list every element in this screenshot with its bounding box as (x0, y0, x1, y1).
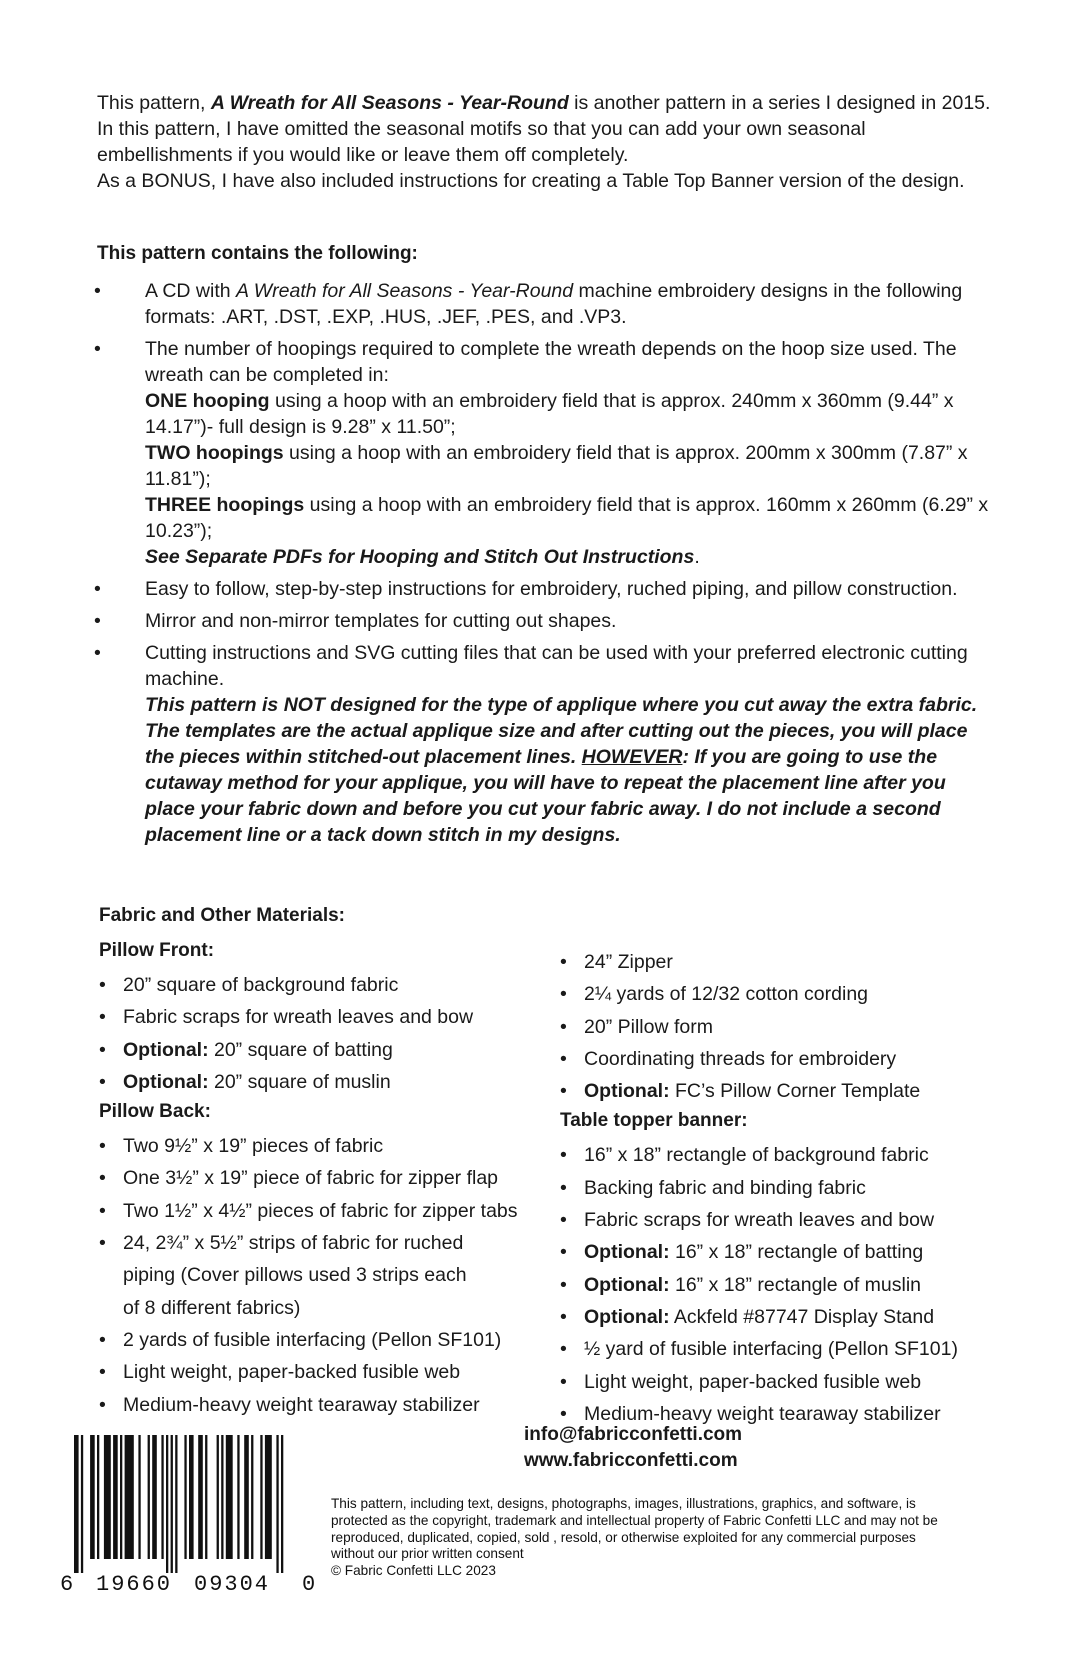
item-text: ½ yard of fusible interfacing (Pellon SF101) (584, 1338, 958, 1361)
optional-label: Optional: (584, 1305, 670, 1328)
list-item (560, 1011, 1030, 1043)
applique-note-rest: : If you are going to use the cutaway method for your applique, you will have to repeat the placement line after you place your fabric down and before you cut your fabric away. I do not include a second placement line or a tack down stitch in my designs. (145, 746, 946, 846)
barcode-bar (90, 1435, 95, 1559)
list-item (560, 946, 1030, 978)
optional-label: Optional: (584, 1241, 670, 1264)
copyright-line: © Fabric Confetti LLC 2023 (331, 1563, 496, 1579)
intro-text-start: This pattern, (97, 92, 211, 114)
list-item (560, 1333, 1030, 1365)
contains-heading: This pattern contains the following: (97, 243, 418, 264)
intro-text-rest: is another pattern in a series I designed in 2015. In this pattern, I have omitted the seasonal motifs so that you can add your own seasonal embellishments if you would like or leave them off completely. (97, 92, 991, 166)
barcode (60, 1435, 315, 1595)
bullet-icon: • (94, 578, 101, 600)
contents-item-hoopings (90, 336, 995, 570)
barcode-bar (81, 1435, 83, 1573)
hooping-two-label: TWO hoopings (145, 442, 284, 464)
contact-info (524, 1422, 742, 1474)
bullet-icon: • (560, 1080, 567, 1103)
bullet-icon: • (560, 1176, 567, 1199)
barcode-bar (125, 1435, 134, 1559)
hooping-three (145, 492, 995, 544)
barcode-bar (74, 1435, 79, 1573)
hooping-three-label: THREE hoopings (145, 494, 305, 516)
applique-note-however: HOWEVER (581, 746, 683, 768)
item-text: 20” square of batting (208, 1038, 393, 1061)
intro-bonus: As a BONUS, I have also included instructions for creating a Table Top Banner version of the design. (97, 170, 965, 192)
item-text: Fabric scraps for wreath leaves and bow (123, 1006, 474, 1029)
bullet-icon: • (560, 1338, 567, 1361)
barcode-bar (166, 1435, 168, 1573)
barcode-bar (104, 1435, 111, 1559)
list-item (99, 1356, 559, 1388)
item-text: Two 1½” x 4½” pieces of fabric for zipper tabs (123, 1199, 518, 1222)
contents-item-templates (90, 608, 995, 634)
barcode-group-left: 19660 (96, 1572, 173, 1597)
item-text: Light weight, paper-backed fusible web (584, 1370, 922, 1393)
hooping-one (145, 388, 995, 440)
bullet-icon: • (560, 983, 567, 1006)
list-item (560, 1366, 1030, 1398)
item-text: Two 9½” x 19” pieces of fabric (123, 1135, 384, 1158)
bullet-icon: • (99, 1199, 106, 1222)
cd-pattern-title: A Wreath for All Seasons - Year-Round (236, 280, 574, 302)
item-text: 16” x 18” rectangle of muslin (669, 1273, 922, 1296)
barcode-bar (281, 1435, 283, 1573)
barcode-digit-first: 6 (60, 1572, 74, 1597)
bullet-icon: • (99, 1070, 106, 1093)
item-text: 16” x 18” rectangle of batting (669, 1241, 924, 1264)
list-item (560, 978, 1030, 1010)
barcode-bar (251, 1435, 253, 1559)
list-item (99, 1227, 483, 1324)
list-item (560, 1236, 1030, 1268)
intro-section (97, 90, 997, 194)
item-text: Backing fabric and binding fabric (584, 1176, 866, 1199)
list-item (99, 1130, 559, 1162)
bullet-icon: • (99, 1232, 106, 1255)
list-item (560, 1043, 1030, 1075)
barcode-bar (113, 1435, 118, 1559)
barcode-bar (148, 1435, 150, 1559)
bullet-icon: • (99, 1135, 106, 1158)
bullet-icon: • (99, 1393, 106, 1416)
bullet-icon: • (560, 1209, 567, 1232)
item-text: 20” Pillow form (584, 1015, 713, 1038)
item-text: Medium-heavy weight tearaway stabilizer (123, 1393, 480, 1416)
item-text: Medium-heavy weight tearaway stabilizer (584, 1402, 941, 1425)
hooping-see-pdfs (145, 544, 995, 570)
bullet-icon: • (99, 1006, 106, 1029)
bullet-icon: • (560, 951, 567, 973)
list-item (560, 1269, 1030, 1301)
hooping-one-label: ONE hooping (145, 390, 270, 412)
materials-right-column (560, 946, 1030, 1430)
list-item (560, 1075, 1030, 1107)
optional-label: Optional: (123, 1070, 209, 1093)
materials-left-column (99, 937, 559, 1421)
item-text: 24, 2¾” x 5½” strips of fabric for ruched piping (Cover pillows used 3 strips each of 8 different fabrics) (123, 1232, 467, 1319)
barcode-bar (138, 1435, 140, 1559)
item-text: Light weight, paper-backed fusible web (123, 1361, 461, 1384)
item-text: 24” Zipper (584, 951, 673, 973)
templates-text: Mirror and non-mirror templates for cutting out shapes. (145, 610, 617, 632)
bullet-icon: • (560, 1402, 567, 1425)
pillow-other-list (560, 946, 1030, 1107)
list-item (99, 1195, 559, 1227)
hooping-two (145, 440, 995, 492)
bullet-icon: • (560, 1305, 567, 1328)
item-text: 2¼ yards of 12/32 cotton cording (584, 983, 869, 1006)
bullet-icon: • (560, 1144, 567, 1167)
bullet-icon: • (94, 642, 101, 664)
materials-heading: Fabric and Other Materials: (99, 905, 346, 926)
barcode-bars (60, 1435, 315, 1573)
pillow-back-list (99, 1130, 559, 1421)
barcode-bar (276, 1435, 278, 1573)
list-item (99, 1066, 559, 1098)
pillow-front-heading: Pillow Front: (99, 940, 215, 961)
hooping-two-text: using a hoop with an embroidery field that is approx. 200mm x 300mm (7.87” x 11.81”); (145, 442, 968, 490)
barcode-digit-last: 0 (302, 1572, 316, 1597)
optional-label: Optional: (584, 1080, 670, 1103)
item-text: Coordinating threads for embroidery (584, 1047, 897, 1070)
cd-text-start: A CD with (145, 280, 237, 302)
bullet-icon: • (99, 974, 106, 996)
bullet-icon: • (99, 1361, 106, 1384)
barcode-bar (237, 1435, 239, 1559)
bullet-icon: • (94, 338, 101, 360)
instructions-text: Easy to follow, step-by-step instructions for embroidery, ruched piping, and pillow construction. (145, 578, 958, 600)
table-topper-list (560, 1139, 1030, 1430)
barcode-bar (120, 1435, 122, 1559)
bullet-icon: • (99, 1167, 106, 1190)
barcode-bar (260, 1435, 262, 1559)
copyright-body: This pattern, including text, designs, photographs, images, illustrations, graphics, and software, is protected as the copyright, trademark and intellectual property of Fabric Confetti LLC and may not be reproduced, duplicated, copied, sold , resold, or otherwise exploited for any commercial purposes without our prior written consent (331, 1496, 938, 1562)
contents-item-cd (90, 278, 995, 330)
barcode-bar (161, 1435, 163, 1559)
bullet-icon: • (560, 1370, 567, 1393)
barcode-bar (265, 1435, 272, 1559)
cd-text-rest: machine embroidery designs in the following formats: .ART, .DST, .EXP, .HUS, .JEF, .PES, and .VP3. (145, 280, 963, 328)
barcode-bar (198, 1435, 203, 1559)
barcode-bar (171, 1435, 173, 1573)
barcode-bar (175, 1435, 177, 1573)
intro-paragraph (97, 90, 997, 168)
copyright-notice (331, 1496, 956, 1580)
bullet-icon: • (560, 1015, 567, 1038)
bullet-icon: • (560, 1273, 567, 1296)
contents-list (90, 278, 995, 854)
list-item (99, 1162, 559, 1194)
table-topper-heading: Table topper banner: (560, 1110, 748, 1132)
bullet-icon: • (99, 1328, 106, 1351)
bullet-icon: • (94, 280, 101, 302)
intro-pattern-title: A Wreath for All Seasons - Year-Round (210, 92, 569, 114)
list-item (560, 1204, 1030, 1236)
list-item (99, 1389, 559, 1421)
list-item (99, 1034, 559, 1066)
cutting-text: Cutting instructions and SVG cutting files that can be used with your preferred electronic cutting machine. (145, 642, 968, 690)
barcode-bar (226, 1435, 233, 1559)
contents-item-instructions (90, 576, 995, 602)
see-pdfs-period: . (694, 546, 700, 568)
pillow-front-list (99, 969, 559, 1098)
barcode-bar (244, 1435, 249, 1559)
list-item (560, 1172, 1030, 1204)
list-item (560, 1139, 1030, 1171)
bullet-icon: • (560, 1047, 567, 1070)
list-item (99, 969, 559, 1001)
barcode-bar (189, 1435, 194, 1559)
list-item (560, 1301, 1030, 1333)
email-link[interactable]: info@fabricconfetti.com (524, 1424, 743, 1445)
barcode-bar (217, 1435, 219, 1559)
item-text: FC’s Pillow Corner Template (669, 1080, 921, 1103)
hooping-three-text: using a hoop with an embroidery field that is approx. 160mm x 260mm (6.29” x 10.23”); (145, 494, 989, 542)
applique-note (145, 692, 995, 848)
list-item (99, 1324, 559, 1356)
bullet-icon: • (560, 1241, 567, 1264)
item-text: 20” square of muslin (208, 1070, 391, 1093)
see-pdfs-note: See Separate PDFs for Hooping and Stitch Out Instructions (145, 546, 695, 568)
item-text: 2 yards of fusible interfacing (Pellon SF101) (123, 1328, 502, 1351)
barcode-bar (184, 1435, 186, 1559)
applique-note-start: This pattern is NOT designed for the type of applique where you cut away the extra fabric. The templates are the actual applique size and after cutting out the pieces, you will place the pieces within stitched-out placement lines. (145, 694, 978, 768)
website-link[interactable]: www.fabricconfetti.com (524, 1450, 738, 1471)
barcode-bar (221, 1435, 223, 1559)
hoopings-intro: The number of hoopings required to complete the wreath depends on the hoop size used. The wreath can be completed in: (145, 338, 957, 386)
optional-label: Optional: (123, 1038, 209, 1061)
barcode-bar (97, 1435, 99, 1559)
item-text: One 3½” x 19” piece of fabric for zipper flap (123, 1167, 499, 1190)
optional-label: Optional: (584, 1273, 670, 1296)
list-item (99, 1001, 559, 1033)
item-text: Fabric scraps for wreath leaves and bow (584, 1209, 935, 1232)
barcode-group-right: 09304 (194, 1572, 271, 1597)
item-text: 20” square of background fabric (123, 974, 399, 996)
contents-item-cutting (90, 640, 995, 848)
bullet-icon: • (99, 1038, 106, 1061)
bullet-icon: • (94, 610, 101, 632)
hooping-one-text: using a hoop with an embroidery field that is approx. 240mm x 360mm (9.44” x 14.17”)- full design is 9.28” x 11.50”; (145, 390, 954, 438)
barcode-bar (205, 1435, 207, 1559)
item-text: Ackfeld #87747 Display Stand (669, 1305, 935, 1328)
barcode-bar (152, 1435, 157, 1559)
pillow-back-heading: Pillow Back: (99, 1101, 211, 1123)
item-text: 16” x 18” rectangle of background fabric (584, 1144, 929, 1167)
